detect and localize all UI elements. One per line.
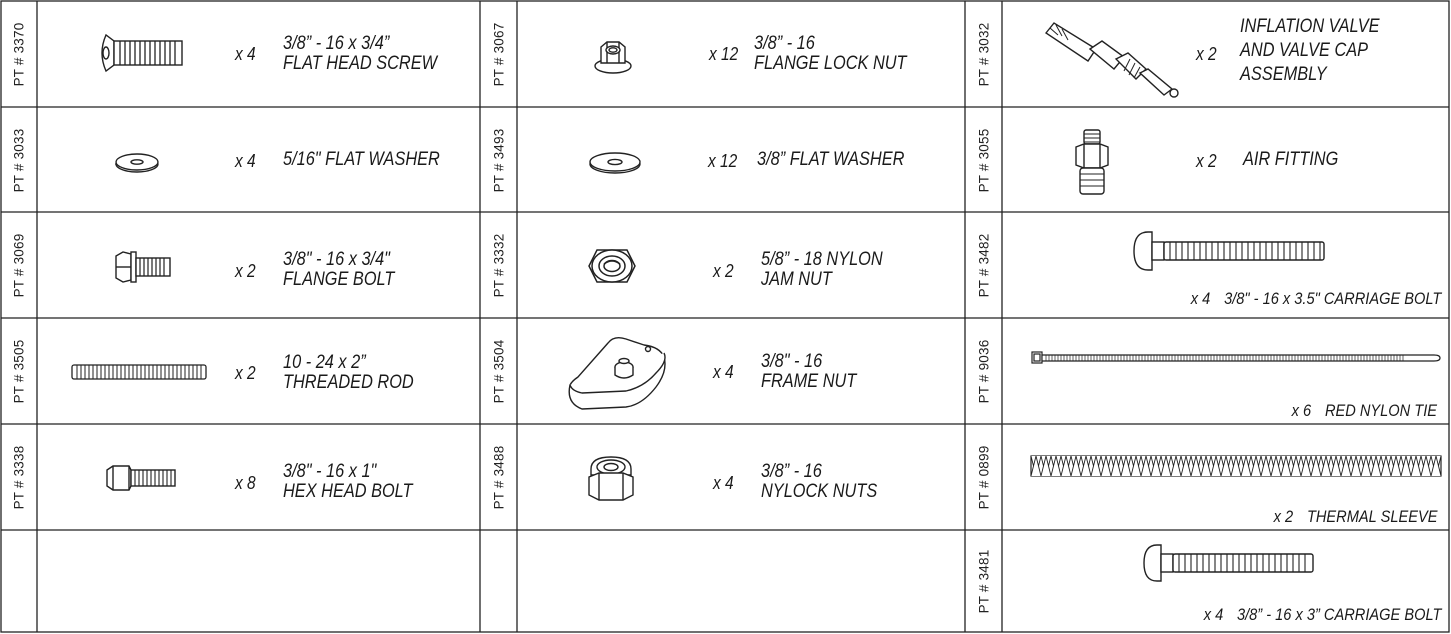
part-number: PT # 3332 <box>491 233 507 298</box>
part-cell-3481 <box>966 531 1449 632</box>
part-number: PT # 3482 <box>976 233 992 298</box>
part-number: PT # 9036 <box>976 339 992 404</box>
air-fitting-icon <box>1072 127 1112 197</box>
nylon-tie-icon <box>1030 350 1442 366</box>
part-quantity: x 2 <box>1273 507 1293 526</box>
part-quantity: x 8 <box>235 473 256 493</box>
part-description: 10 - 24 x 2” THREADED ROD <box>283 352 414 393</box>
frame-nut-icon <box>564 327 676 419</box>
part-quantity: x 2 <box>235 261 256 281</box>
part-cell-0899 <box>966 425 1449 530</box>
part-description: 3/8" - 16 FRAME NUT <box>761 351 857 392</box>
part-description: RED NYLON TIE <box>1324 401 1437 420</box>
part-description: 3/8" - 16 x 3/4" FLANGE BOLT <box>283 249 395 290</box>
part-cell-3067 <box>481 1 965 107</box>
part-caption <box>1190 289 1441 309</box>
part-description: 3/8" - 16 x 1" HEX HEAD BOLT <box>283 461 413 502</box>
part-cell-3332 <box>481 213 965 318</box>
nylock-nut-icon <box>587 453 635 503</box>
part-caption <box>1203 605 1441 625</box>
part-cell-3033 <box>1 108 480 212</box>
part-description: 3/8” - 16 FLANGE LOCK NUT <box>754 33 907 74</box>
part-description: 3/8” - 16 NYLOCK NUTS <box>761 461 878 502</box>
threaded-rod-icon <box>71 363 207 381</box>
part-number: PT # 3338 <box>11 445 27 510</box>
part-description: AIR FITTING <box>1243 149 1339 170</box>
part-cell-3069 <box>1 213 480 318</box>
part-description: THERMAL SLEEVE <box>1306 507 1437 526</box>
part-number: PT # 3055 <box>976 128 992 192</box>
part-quantity: x 2 <box>1196 151 1217 171</box>
part-cell-3488 <box>481 425 965 530</box>
flange-bolt-icon <box>111 250 173 284</box>
part-description: 3/8” - 16 x 3/4” FLAT HEAD SCREW <box>283 33 438 74</box>
part-description: INFLATION VALVE AND VALVE CAP ASSEMBLY <box>1240 16 1380 85</box>
part-number: PT # 3488 <box>491 445 507 510</box>
carriage-bolt-icon <box>1142 543 1316 583</box>
part-cell-3504 <box>481 319 965 424</box>
empty-cell <box>1 531 480 632</box>
part-quantity: x 4 <box>1203 605 1223 624</box>
part-quantity: x 2 <box>235 363 256 383</box>
part-quantity: x 4 <box>235 44 256 64</box>
part-quantity: x 2 <box>713 261 734 281</box>
flat-washer-icon <box>114 152 160 174</box>
hex-head-bolt-icon <box>105 464 177 492</box>
part-number: PT # 3032 <box>976 22 992 86</box>
part-caption <box>1292 401 1437 421</box>
part-cell-3505 <box>1 319 480 424</box>
part-quantity: x 2 <box>1196 44 1217 64</box>
part-cell-3055 <box>966 108 1449 212</box>
thermal-sleeve-icon <box>1030 455 1442 477</box>
part-number: PT # 3493 <box>491 128 507 192</box>
part-number: PT # 3505 <box>11 339 27 404</box>
part-description: 3/8” FLAT WASHER <box>757 149 905 170</box>
part-quantity: x 4 <box>713 473 734 493</box>
carriage-bolt-icon <box>1132 230 1332 272</box>
part-quantity: x 4 <box>235 151 256 171</box>
part-cell-3032 <box>966 1 1449 107</box>
part-number: PT # 3504 <box>491 339 507 404</box>
empty-cell <box>481 531 965 632</box>
flange-lock-nut-icon <box>593 39 633 75</box>
part-cell-3482 <box>966 213 1449 318</box>
part-number: PT # 3067 <box>491 22 507 86</box>
nylon-jam-nut-icon <box>587 244 637 288</box>
part-description: 5/8” - 18 NYLON JAM NUT <box>761 249 883 290</box>
part-description: 5/16" FLAT WASHER <box>283 149 440 170</box>
part-quantity: x 6 <box>1291 401 1312 420</box>
part-caption <box>1273 507 1437 527</box>
flat-washer-icon <box>588 151 642 175</box>
part-number: PT # 3370 <box>11 22 27 86</box>
part-description: 3/8” - 16 x 3” CARRIAGE BOLT <box>1236 605 1441 624</box>
part-quantity: x 12 <box>709 44 739 64</box>
inflation-valve-icon <box>1040 15 1190 99</box>
part-quantity: x 4 <box>1190 289 1210 308</box>
part-quantity: x 12 <box>708 151 738 171</box>
part-quantity: x 4 <box>713 362 734 382</box>
part-cell-3493 <box>481 108 965 212</box>
part-number: PT # 3033 <box>11 128 27 192</box>
part-number: PT # 3481 <box>976 549 992 614</box>
part-number: PT # 3069 <box>11 233 27 298</box>
flat-head-screw-icon <box>96 31 186 75</box>
part-description: 3/8" - 16 x 3.5" CARRIAGE BOLT <box>1223 289 1441 308</box>
part-cell-3370 <box>1 1 480 107</box>
part-number: PT # 0899 <box>976 445 992 510</box>
part-cell-3338 <box>1 425 480 530</box>
part-cell-9036 <box>966 319 1449 424</box>
